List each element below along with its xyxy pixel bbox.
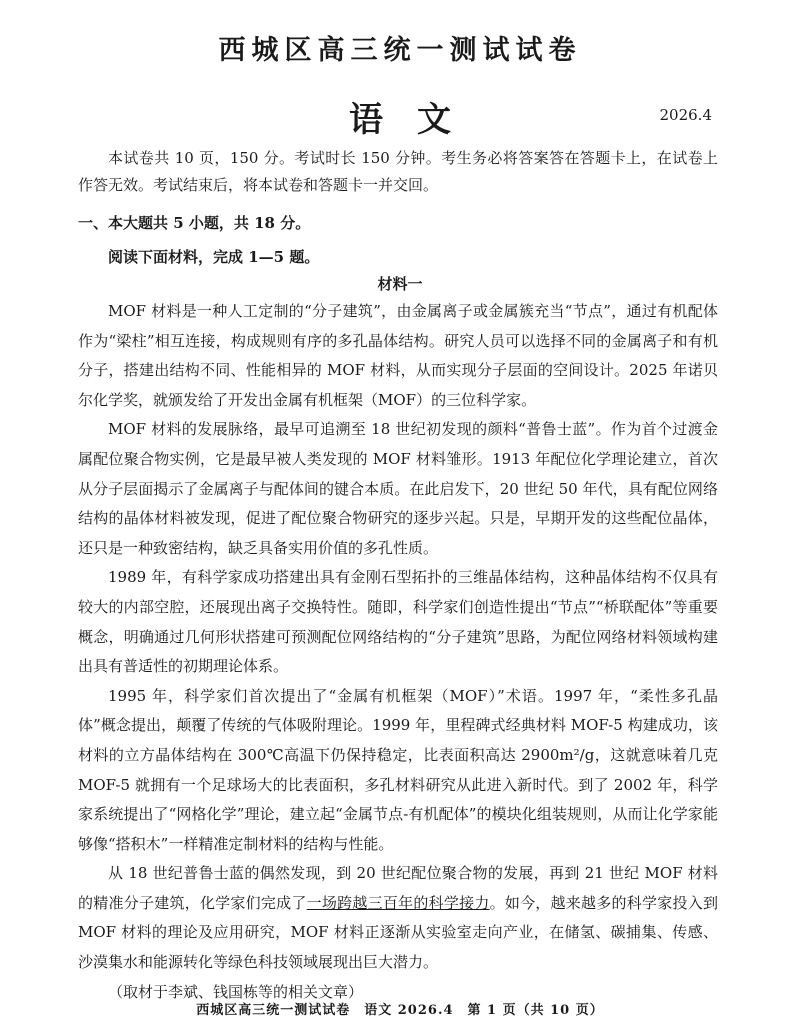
material-body bbox=[78, 297, 718, 1007]
material-title: 材料一 bbox=[377, 275, 423, 293]
paragraph-5-end: 。如今，越来越多的科学家投入到 MOF 材料的理论及应用研究，MOF 材料正逐渐从实验室走向产业，在储氢、碳捕集、传感、沙漠集水和能源转化等绿色科技领域展现出巨大潜力。 bbox=[78, 893, 718, 972]
paragraph-4: 1995 年，科学家们首次提出了“金属有机框架（MOF）”术语。1997 年，“柔性多孔晶体”概念提出，颠覆了传统的气体吸附理论。1999 年，里程碑式经典材料 MOF-5 构建成功，该材料的立方晶体结构在 300℃高温下仍保持稳定，比表面积高达 2900m²/g，这就意味着几克 MOF-5 就拥有一个足球场大的比表面积，多孔材料研究从此进入新时代。到了 2002 年，科学家系统提出了“网格化学”理论，建立起“金属节点-有机配体”的模块化组装规则，从而让化学家能够像“搭积木”一样精准定制材料的结构与性能。 bbox=[78, 686, 718, 853]
exam-title: 西城区高三统一测试试卷 bbox=[218, 35, 582, 66]
paragraph-5 bbox=[78, 859, 718, 977]
reading-instruction: 阅读下面材料，完成 1—5 题。 bbox=[108, 248, 320, 266]
underlined-phrase: 一场跨越三百年的科学接力 bbox=[306, 893, 490, 912]
subject-row bbox=[0, 92, 800, 140]
source-citation: （取材于李斌、钱国栋等的相关文章） bbox=[108, 982, 364, 1001]
section-heading: 一、本大题共 5 小题，共 18 分。 bbox=[78, 214, 311, 232]
paragraph-2: MOF 材料的发展脉络，最早可追溯至 18 世纪初发现的颜料“普鲁士蓝”。作为首个过渡金属配位聚合物实例，它是最早被人类发现的 MOF 材料雏形。1913 年配位化学理论建立，首次从分子层面揭示了金属离子与配体间的键合本质。在此启发下，20 世纪 50 年代，具有配位网络结构的晶体材料被发现，促进了配位聚合物研究的逐步兴起。只是，早期开发的这些配位晶体，还只是一种致密结构，缺乏具备实用价值的多孔性质。 bbox=[78, 420, 718, 557]
paragraph-3: 1989 年，有科学家成功搭建出具有金刚石型拓扑的三维晶体结构，这种晶体结构不仅具有较大的内部空腔，还展现出离子交换特性。随即，科学家们创造性提出“节点”“桥联配体”等重要概念，明确通过几何形状搭建可预测配位网络结构的“分子建筑”思路，为配位网络材料领域构建出具有普适性的初期理论体系。 bbox=[78, 568, 718, 676]
subject-title: 语文 bbox=[349, 100, 485, 140]
paragraph-1: MOF 材料是一种人工定制的“分子建筑”，由金属离子或金属簇充当“节点”，通过有机配体作为“梁柱”相互连接，构成规则有序的多孔晶体结构。研究人员可以选择不同的金属离子和有机分子，搭建出结构不同、性能相异的 MOF 材料，从而实现分子层面的空间设计。2025 年诺贝尔化学奖，就颁发给了开发出金属有机框架（MOF）的三位科学家。 bbox=[78, 302, 718, 409]
exam-date: 2026.4 bbox=[659, 106, 712, 124]
exam-instructions: 本试卷共 10 页，150 分。考试时长 150 分钟。考生务必将答案答在答题卡上，在试卷上作答无效。考试结束后，将本试卷和答题卡一并交回。 bbox=[78, 149, 718, 194]
paragraph-5-start: 从 18 世纪普鲁士蓝的偶然发现，到 20 世纪配位聚合物的发展，再到 21 世纪 MOF 材料的精准分子建筑，化学家们完成了 bbox=[78, 864, 718, 912]
page-footer: 西城区高三统一测试试卷 语文 2026.4 第 1 页（共 10 页） bbox=[196, 1003, 604, 1018]
